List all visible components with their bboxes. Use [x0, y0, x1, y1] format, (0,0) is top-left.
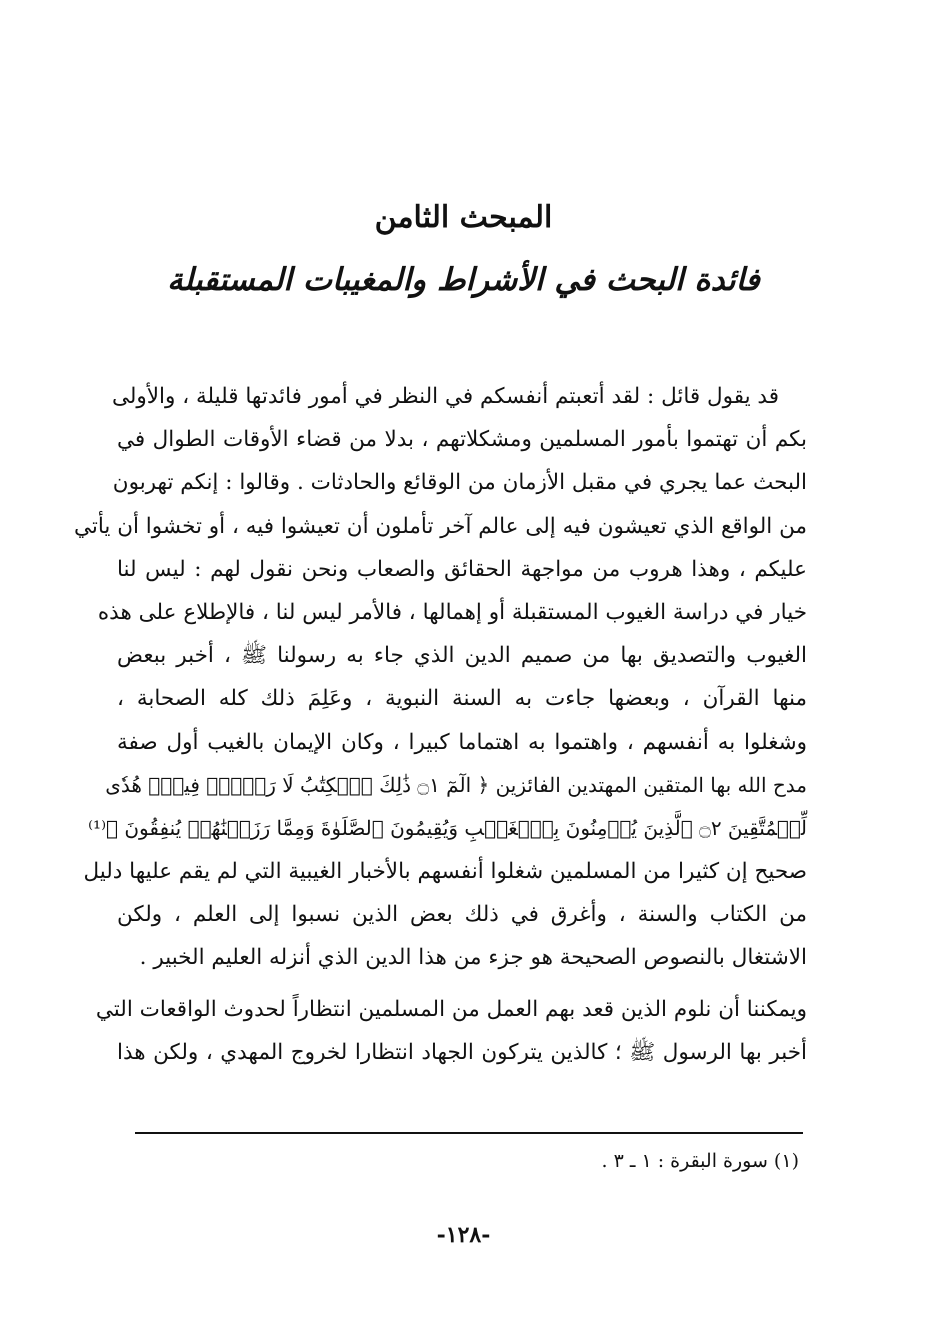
text-line: ويمكننا أن نلوم الذين قعد بهم العمل من المسلمين انتظاراً لحدوث الواقعات التي [95, 996, 807, 1022]
text-line: من الواقع الذي تعيشون فيه إلى عالم آخر تأملون أن تعيشوا فيه ، أو تخشوا أن يأتي [73, 513, 807, 539]
text-line: الاشتغال بالنصوص الصحيحة هو جزء من هذا الدين الذي أنزله العليم الخبير . [139, 945, 807, 971]
footnote-divider [135, 1132, 803, 1134]
page-number: -١٢٨- [436, 1222, 491, 1248]
text-line: قد يقول قائل : لقد أتعبتم أنفسكم في النظر في أمور فائدتها قليلة ، والأولى [111, 384, 779, 409]
body-text [73, 375, 808, 1074]
paragraph-1 [73, 375, 808, 980]
text-line: بكم أن تهتموا بأمور المسلمين ومشكلاتهم ، بدلا من قضاء الأوقات الطوال في [117, 427, 807, 453]
text-line: الغيوب والتصديق بها من صميم الدين الذي جاء به رسولنا ﷺ ، أخبر ببعض [117, 643, 808, 669]
text-line: صحيح إن كثيرا من المسلمين شغلوا أنفسهم بالأخبار الغيبية التي لم يقم عليها دليل [83, 859, 807, 885]
quran-verse-line: لِّلۡمُتَّقِينَ ۝٢ ٱلَّذِينَ يُؤۡمِنُونَ بِٱلۡغَيۡبِ وَيُقِيمُونَ ٱلصَّلَوٰةَ وَمِمَّا رَزَقۡنَٰهُمۡ يُنفِقُونَ ﴾⁽¹⁾ [88, 815, 807, 840]
quran-verse-line: مدح الله بها المتقين المهتدين الفائزين ﴿ الٓمٓ ۝١ ذَٰلِكَ ٱلۡكِتَٰبُ لَا رَيۡبَۛ فِيهِۛ هُدٗى [105, 772, 807, 797]
paragraph-2 [95, 988, 807, 1074]
text-line: أخبر بها الرسول ﷺ ؛ كالذين يتركون الجهاد انتظارا لخروج المهدي ، ولكن هذا [117, 1039, 807, 1065]
footnote: (١) سورة البقرة : ١ ـ ٣ . [601, 1150, 799, 1172]
text-line: من الكتاب والسنة ، وأغرق في ذلك بعض الذين نسبوا إلى العلم ، ولكن [117, 902, 807, 928]
text-line: عليكم ، وهذا هروب من مواجهة الحقائق والصعاب ونحن نقول لهم : ليس لنا [117, 556, 807, 582]
text-line: منها القرآن ، وبعضها جاءت به السنة النبوية ، وعَلِمَ ذلك كله الصحابة ، [117, 686, 807, 712]
text-line: البحث عما يجري في مقبل الأزمان من الوقائع والحادثات . وقالوا : إنكم تهربون [112, 470, 807, 496]
text-line: وشغلوا به أنفسهم ، واهتموا به اهتماما كبيرا ، وكان الإيمان بالغيب أول صفة [117, 729, 807, 755]
chapter-subtitle: فائدة البحث في الأشراط والمغيبات المستقبلة [167, 262, 760, 298]
chapter-title: المبحث الثامن [374, 200, 553, 235]
text-line: خيار في دراسة الغيوب المستقبلة أو إهمالها ، فالأمر ليس لنا ، فالإطلاع على هذه [97, 599, 807, 625]
